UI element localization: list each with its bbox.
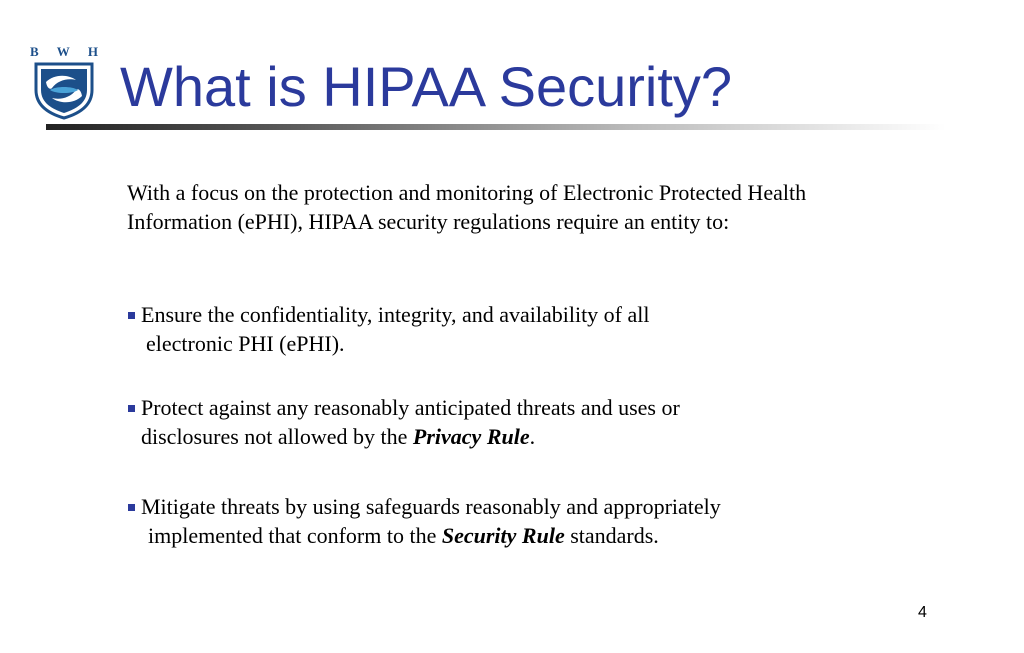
square-bullet-icon [128,504,135,511]
logo-letters [30,44,98,60]
bwh-logo [30,44,98,120]
bullet-1-line-2: electronic PHI (ePHI). [146,331,345,356]
privacy-rule-emphasis: Privacy Rule [412,424,530,449]
title-divider [46,124,946,130]
bullet-3-line-2-suffix: standards. [564,523,659,548]
security-rule-emphasis: Security Rule [441,523,565,548]
square-bullet-icon [128,312,135,319]
square-bullet-icon [128,405,135,412]
logo-letter-w: W [56,44,70,59]
bullet-2-line-2-suffix: . [529,424,536,449]
bullet-3-line-2-prefix: implemented that conform to the [148,523,442,548]
page-number: 4 [918,604,927,621]
bullet-2-line-1: Protect against any reasonably anticipated threats and uses or [141,395,680,420]
bullet-item-1 [128,300,888,358]
logo-letter-h: H [87,44,98,59]
logo-letter-b: B [30,44,39,59]
bullet-item-2 [128,393,888,451]
bullet-2-line-2-prefix: disclosures not allowed by the [141,424,413,449]
bullet-item-3 [128,492,888,550]
intro-paragraph: With a focus on the protection and monitoring of Electronic Protected Health Information (ePHI), HIPAA security regulations require an entity to: [127,180,807,234]
bullet-1-line-1: Ensure the confidentiality, integrity, and availability of all [141,302,650,327]
bullet-3-line-1: Mitigate threats by using safeguards reasonably and appropriately [141,494,721,519]
shield-logo-icon [32,60,96,120]
slide-title: What is HIPAA Security? [120,55,733,118]
